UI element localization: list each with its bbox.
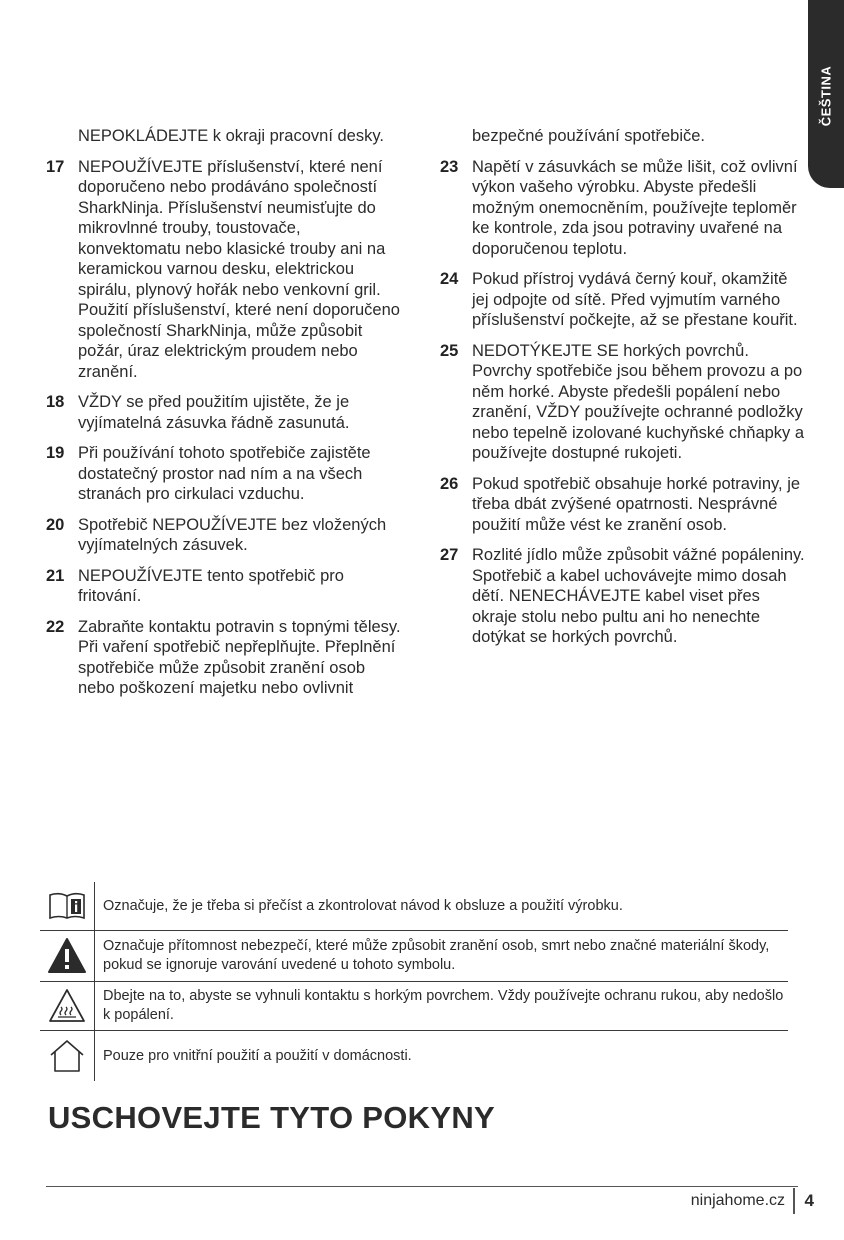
symbol-text: Označuje přítomnost nebezpečí, které může způsobit zranění osob, smrt nebo značné materiální škody, pokud se ignoruje varování uvedené u tohoto symbolu.	[103, 938, 770, 973]
item-text: Spotřebič NEPOUŽÍVEJTE bez vložených vyjímatelných zásuvek.	[78, 515, 387, 554]
left-column	[46, 126, 406, 709]
symbol-text: Dbejte na to, abyste se vyhnuli kontaktu s horkým povrchem. Vždy používejte ochranu rukou, aby nedošlo k popálení.	[103, 988, 784, 1023]
list-item	[46, 566, 406, 607]
symbol-text: Označuje, že je třeba si přečíst a zkontrolovat návod k obsluze a použití výrobku.	[103, 897, 623, 914]
symbol-row-warning	[40, 931, 788, 982]
item-number: 23	[440, 157, 459, 176]
item-number: 18	[46, 393, 65, 411]
list-item	[440, 545, 808, 648]
item-number: 24	[440, 270, 459, 288]
item-text: NEPOUŽÍVEJTE tento spotřebič pro fritování.	[78, 566, 344, 605]
item-number: 20	[46, 515, 65, 534]
item-number: 21	[46, 566, 65, 585]
symbol-text: Pouze pro vnitřní použití a použití v domácnosti.	[103, 1047, 412, 1064]
item-number: 25	[440, 341, 459, 360]
list-item	[440, 269, 808, 331]
footer	[691, 1188, 814, 1214]
right-column	[440, 126, 808, 658]
item-number: 26	[440, 474, 459, 493]
list-item	[46, 617, 406, 699]
item-text: VŽDY se před použitím ujistěte, že je vyjímatelná zásuvka řádně zasunutá.	[78, 393, 350, 432]
warning-icon	[40, 931, 95, 981]
item-text: Zabraňte kontaktu potravin s topnými tělesy. Při vaření spotřebič nepřeplňujte. Přeplnění spotřebiče může způsobit zranění osob nebo poškození majetku nebo ovlivnit	[78, 617, 401, 697]
page-heading: USCHOVEJTE TYTO POKYNY	[48, 1100, 496, 1135]
item-text: Napětí v zásuvkách se může lišit, což ovlivní výkon vašeho výrobku. Abyste předešli možným onemocněním, používejte teploměr ke kontrole, zda jsou potraviny uvařené na doporučenou teplotu.	[472, 157, 798, 258]
list-item	[46, 157, 406, 383]
manual-info-icon	[40, 882, 95, 930]
symbol-row-house	[40, 1031, 788, 1081]
item-text: Při používání tohoto spotřebiče zajistěte dostatečný prostor nad ním a na všech stranách pro cirkulaci vzduchu.	[78, 444, 371, 503]
item-text: Pokud přístroj vydává černý kouř, okamžitě jej odpojte od sítě. Před vyjmutím varného příslušenství počkejte, až se přestane kouřit.	[472, 270, 798, 329]
item-text: NEPOUŽÍVEJTE příslušenství, které není doporučeno nebo prodáváno společností SharkNinja. Příslušenství neumisťujte do mikrovlnné trouby, toustovače, konvektomatu nebo klasické trouby ani na keramickou varnou desku, elektrickou spirálu, plynový hořák nebo venkovní gril. Použití příslušenství, které není doporučeno společností SharkNinja, může způsobit požár, úraz elektrickým proudem nebo zranění.	[78, 157, 400, 381]
item-number: 27	[440, 546, 459, 564]
house-icon	[40, 1031, 95, 1081]
list-item	[46, 392, 406, 433]
symbol-row-hot-surface	[40, 982, 788, 1031]
item-text: Rozlité jídlo může způsobit vážné popáleniny. Spotřebič a kabel uchovávejte mimo dosah dětí. NENECHÁVEJTE kabel viset přes okraje stolu nebo pultu ani ho nenechte dotýkat se horkých povrchů.	[472, 546, 805, 646]
item-text: Pokud spotřebič obsahuje horké potraviny, je třeba dbát zvýšené opatrnosti. Nesprávné použití může vést ke zranění osob.	[472, 474, 801, 534]
item-number: 17	[46, 157, 65, 176]
symbols-legend	[40, 882, 788, 1081]
language-tab-label: ČEŠTINA	[818, 65, 834, 127]
list-item	[46, 443, 406, 505]
item-number: 19	[46, 444, 65, 462]
item-text: NEDOTÝKEJTE SE horkých povrchů. Povrchy spotřebiče jsou během provozu a po něm horké. Abyste předešli popálení nebo zranění, VŽDY používejte ochranné podložky nebo tepelně izolované kuchyňské chňapky a používejte dostupné rukojeti.	[472, 341, 805, 462]
list-item	[440, 474, 808, 536]
footer-divider	[46, 1186, 798, 1187]
hot-surface-icon	[40, 982, 95, 1030]
footer-url: ninjahome.cz	[690, 1192, 786, 1209]
list-item	[440, 341, 808, 464]
item-number: 22	[46, 617, 65, 636]
list-item	[46, 515, 406, 556]
page-number: 4	[804, 1191, 814, 1210]
right-continuation: bezpečné používání spotřebiče.	[472, 127, 705, 145]
language-tab	[808, 0, 844, 188]
left-continuation: NEPOKLÁDEJTE k okraji pracovní desky.	[78, 127, 384, 145]
symbol-row-manual	[40, 882, 788, 931]
list-item	[440, 157, 808, 260]
